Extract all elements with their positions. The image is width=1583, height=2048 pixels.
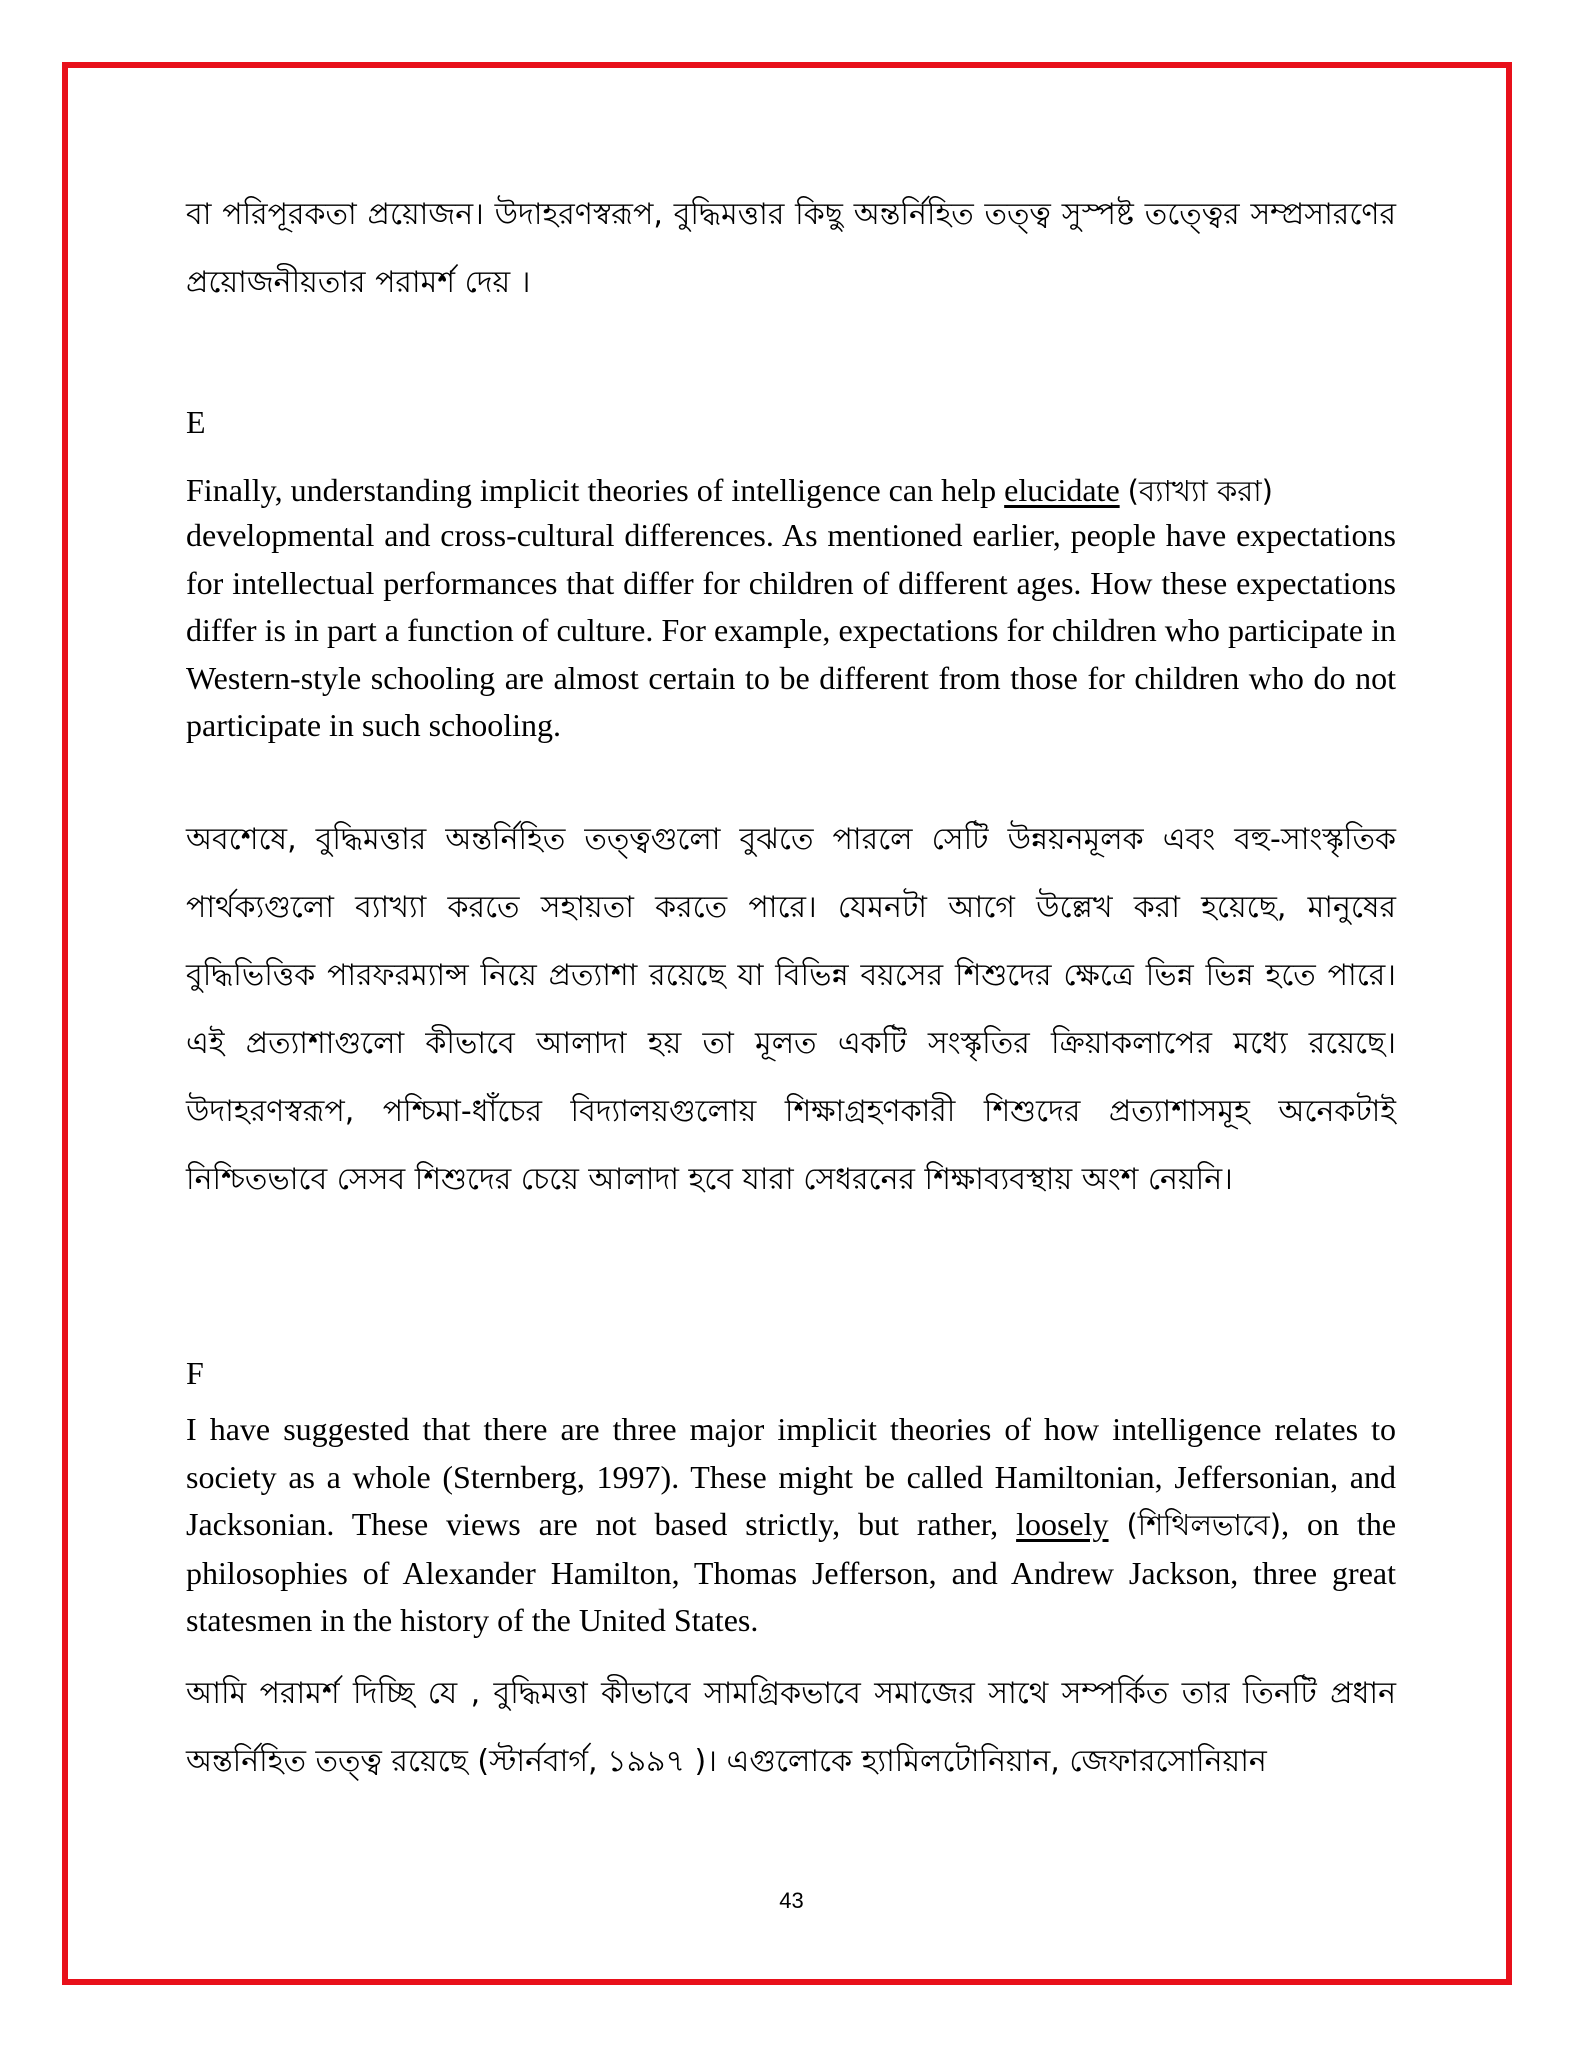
section-e-bengali-paragraph: অবশেষে, বুদ্ধিমত্তার অন্তর্নিহিত তত্ত্বগুলো বুঝতে পারলে সেটি উন্নয়নমূলক এবং বহু-সাংস্কৃতিক পার্থক্যগুলো ব্যাখ্যা করতে সহায়তা করতে পারে। যেমনটা আগে উল্লেখ করা হয়েছে, মানুষের বুদ্ধিভিত্তিক পারফরম্যান্স নিয়ে প্রত্যাশা রয়েছে যা বিভিন্ন বয়সের শিশুদের ক্ষেত্রে ভিন্ন ভিন্ন হতে পারে। এই প্রত্যাশাগুলো কীভাবে আলাদা হয় তা মূলত একটি সংস্কৃতির ক্রিয়াকলাপের মধ্যে রয়েছে। উদাহরণস্বরূপ, পশ্চিমা-ধাঁচের বিদ্যালয়গুলোয় শিক্ষাগ্রহণকারী শিশুদের প্রত্যাশাসমূহ অনেকটাই নিশ্চিতভাবে সেসব শিশুদের চেয়ে আলাদা হবে যারা সেধরনের শিক্ষাব্যবস্থায় অংশ নেয়নি। — [186, 822, 1396, 1197]
section-f-bengali — [186, 1660, 1396, 1796]
section-f — [186, 1353, 1396, 1393]
section-f-term-gloss: (শিথিলভাবে) — [1126, 1508, 1282, 1542]
section-e-english-rest: developmental and cross-cultural differences. As mentioned earlier, people have expectations for intellectual performances that differ for children of different ages. How these expectations differ is in part a function of culture. For example, expectations for children who participate in Western-style schooling are almost certain to be different from those for children who do not participate in such schooling. — [186, 517, 1396, 743]
section-e — [186, 402, 1396, 442]
section-e-term: elucidate — [1004, 472, 1120, 508]
section-f-english-rest: , on the philosophies of Alexander Hamilton, Thomas Jefferson, and Andrew Jackson, three great statesmen in the history of the United States. — [186, 1506, 1397, 1638]
section-f-bengali-paragraph: আমি পরামর্শ দিচ্ছি যে , বুদ্ধিমত্তা কীভাবে সামগ্রিকভাবে সমাজের সাথে সম্পর্কিত তার তিনটি প্রধান অন্তর্নিহিত তত্ত্ব রয়েছে (স্টার্নবার্গ, ১৯৯৭ )। এগুলোকে হ্যামিলটোনিয়ান, জেফারসোনিয়ান — [186, 1676, 1396, 1779]
section-e-heading: E — [186, 404, 206, 440]
section-e-english — [186, 464, 1396, 750]
top-continuation-block — [186, 181, 1396, 317]
section-e-term-gloss: (ব্যাখ্যা করা) — [1127, 474, 1273, 508]
section-e-english-lead: Finally, understanding implicit theories of intelligence can help — [186, 472, 997, 508]
page-number: 43 — [779, 1888, 804, 1913]
section-f-english — [186, 1406, 1396, 1645]
section-f-english-paragraph — [186, 1406, 1396, 1645]
top-bengali-paragraph: বা পরিপূরকতা প্রয়োজন। উদাহরণস্বরূপ, বুদ্ধিমত্তার কিছু অন্তর্নিহিত তত্ত্ব সুস্পষ্ট তত্ত্বের সম্প্রসারণের প্রয়োজনীয়তার পরামর্শ দেয় । — [186, 197, 1396, 300]
section-f-term: loosely — [1016, 1506, 1109, 1542]
section-e-english-paragraph — [186, 464, 1396, 517]
section-f-heading: F — [186, 1355, 204, 1391]
section-f-english-lead: I have suggested that there are three major implicit theories of how intelligence relates to society as a whole (Sternberg, 1997). These might be called Hamiltonian, Jeffersonian, and Jacksonian. These views are not based strictly, but rather, — [186, 1411, 1396, 1542]
section-e-bengali — [186, 806, 1396, 1214]
